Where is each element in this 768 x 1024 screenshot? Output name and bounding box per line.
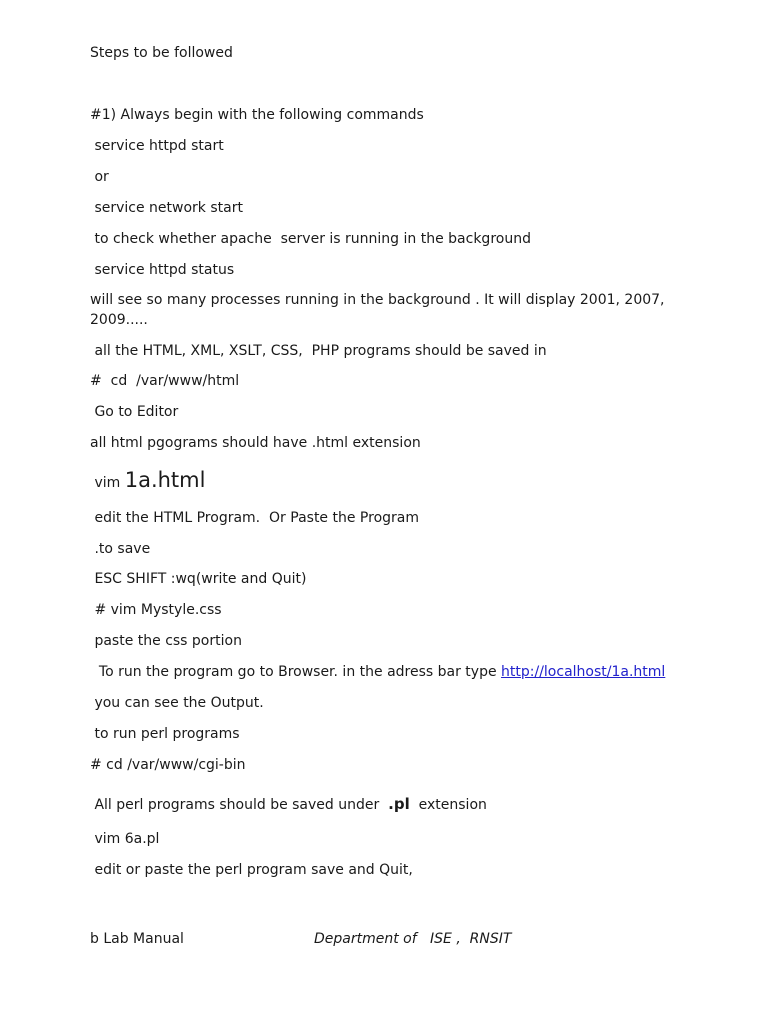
step-1: #1) Always begin with the following commands [90,107,424,123]
text-check-apache: to check whether apache server is running in the background [90,231,531,247]
text-html-extension: all html pgograms should have .html extension [90,435,421,451]
text-perl-saved [90,795,487,814]
text-go-to-editor: Go to Editor [90,404,179,420]
perl-saved-prefix: All perl programs should be saved under [90,797,389,813]
perl-saved-suffix: extension [409,797,487,813]
text-run-program [90,663,665,681]
text-see-output: you can see the Output. [90,695,264,711]
text-to-save: .to save [90,541,151,557]
vim-filename: 1a.html [124,468,206,492]
heading: Steps to be followed [90,45,233,61]
command-service-network-start: service network start [90,200,243,216]
footer-right: Department of ISE , RNSIT [314,931,512,947]
localhost-link[interactable]: http://localhost/1a.html [501,664,666,680]
text-esc-shift: ESC SHIFT :wq(write and Quit) [90,571,307,587]
vim-prefix: vim [90,475,125,491]
command-service-httpd-status: service httpd status [90,262,235,278]
command-service-httpd-start: service httpd start [90,138,224,154]
perl-extension: .pl [388,795,410,813]
command-vim-html [90,466,205,497]
footer-left: b Lab Manual [90,931,184,947]
text-processes: will see so many processes running in the background . It will display 2001, 2007, 2009..... [90,292,665,328]
command-cd-cgi-bin: # cd /var/www/cgi-bin [90,757,246,773]
run-prefix: To run the program go to Browser. in the adress bar type [90,664,502,680]
text-paste-css: paste the css portion [90,633,242,649]
text-edit-html: edit the HTML Program. Or Paste the Program [90,510,419,526]
text-saved-in: all the HTML, XML, XSLT, CSS, PHP programs should be saved in [90,343,547,359]
command-vim-css: # vim Mystyle.css [90,602,222,618]
command-vim-perl: vim 6a.pl [90,831,160,847]
text-or: or [90,169,109,185]
command-cd-html: # cd /var/www/html [90,373,240,389]
text-run-perl: to run perl programs [90,726,240,742]
text-edit-perl: edit or paste the perl program save and Quit, [90,862,413,878]
